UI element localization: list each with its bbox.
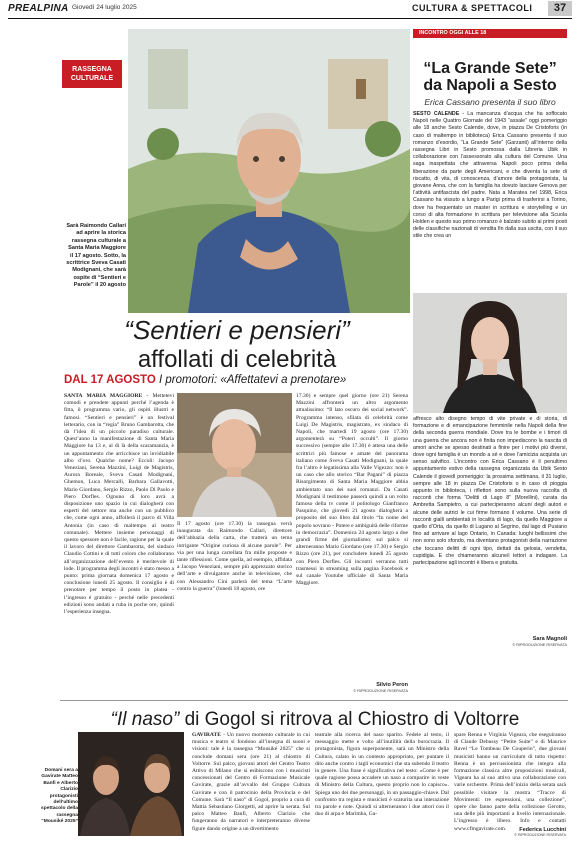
- bottom-column-2: teatrale alla ricerca del naso sparito. Fedele al testo, il messaggio mette e volto all’inutilità della burocrazia. Il protagonista, figura superponente, sarà un Ministro della Cultura, calato in un contesto appropriato, per puntare il dito anche contro i tagli economici che sta subendo il teatro in genere. Una frase è significativa nel testo: «Come è per quale ragione possa accadere un naso a comparire in veste di Ministro della Cultura, questo proprio non lo capisco». Spiega uno dei due personaggi, in un passaggio-chiave. Dal confronto tra regista e musicisti è scaturita una interazione tra parole e note. Quindi si alterneranno i due attori con il duo di arpa e Marimba, Ga-: [315, 732, 449, 818]
- main-headline-line2: affollati di celebrità: [137, 346, 337, 373]
- bottom-column-1-text: - Un nuovo momento culturale in cui musica e teatro si fondono all’insegna di suoni e visioni: tale è la rassegna “Mousiké 2025” che si conclude domani sera (ore 21) al chiostro di Voltorre. Sul palco, giovani attori del Centro Teatro Attivo di Milano che si esibiscono con i musicisti concessionati del Centro di Formazione Musicale Gavirate, grazie all’avvallo del Gruppo Cultura Gavirate e con il patrocinio della Provincia e del Comune. Sarà “Il naso” di Gogol, proprio a cura di Mattia Sebastiano Giorgetti, ad aprire la serata. Sul palco Matteo Banfi, Alberto Clarizio che fungeranno da narratori e interpreteranno diverse figure dando origine a un divertimento: [192, 732, 310, 832]
- bottom-headline-text: di Gogol si ritrova al Chiostro di Voltorre: [179, 709, 520, 730]
- main-column-1: [64, 393, 174, 693]
- story-separator: [60, 700, 568, 701]
- author-photo: [413, 293, 567, 413]
- side-copyright: © RIPRODUZIONE RISERVATA: [512, 643, 567, 647]
- bottom-photo-caption: Domani sera a Gavirate Matteo Banfi e Alberto Clarizio protagonisti dell’ultimo spettacolo della rassegna “Mousiké 2025”: [41, 768, 78, 825]
- main-column-3: 17.30) e sempre quel giorno (ore 21) Serena Mazzini affronterà un altro argomento attualissimo: “Il lato oscuro dei social network”. Programma intenso, sfilata di celebrità come Luigi De Magistris, magistrato, ex sindaco di Napoli, che martedì 19 agosto (ore 17.30) argomenterà su “Poteri occulti”. Il giorno successivo (sempre alle 17.30) è attesa una delle scrittrici più famose e amate del panorama italiano come Sveva Casati Modignani, la quale fra l’altro è legatissima alla Valle Vigezzo: non è un caso che allo storico “Bar Pagani” di piazza Risorgimento di Santa Maria Maggiore abbia ambientato uno dei suoi romanzi. Da Casati Modignani il testimone passerà quindi a un volto famoso della tv come il politologo Gianfranco Pasquino, che giovedì 21 agosto dialogherà a proposito del suo libro dal titolo “In nome del popolo sovrano - Potere e ambiguità delle riforme in democrazia”. Domenica 24 agosto largo a due grandi firme del giornalismo: sul palco si alterneranno Mario Giordano (ore 17.30) e Sergio Rizzo (ore 21), per concludere lunedì 25 agosto con Piero Dorfles. Gli incontri verranno tutti trasmessi in streaming sulla pagina Facebook e sul canale Youtube ufficiale di Santa Maria Maggiore.: [296, 393, 408, 587]
- bottom-dateline: GAVIRATE: [192, 732, 222, 738]
- subheadline-text: I promotori: «Affettatevi a prenotare»: [159, 374, 347, 386]
- bottom-column-1: [192, 732, 310, 836]
- main-copyright: © RIPRODUZIONE RISERVATA: [353, 689, 408, 693]
- main-photo: [128, 29, 410, 313]
- page-header: [8, 0, 572, 17]
- bottom-photo: [78, 732, 184, 836]
- header-rule: [8, 18, 572, 19]
- main-column-1-text: - Mettetevi comodi e prendete appunti perché l’agenda è fitta, il programma vario, gli ospiti illustri e famosi. “Sentieri e pensieri” è un festival letterario, con in “regia” Bruno Gambarotta, che dà l’idea di un piccolo paradiso culturale. Quest’anno la manifestazione di Santa Maria Maggiore ha 13 e, al di là della scaramanzia, è un appuntamento che arricchisce un invidiabile albo d’oro. Qualche nome? Eccoli: Jacopo Veneziani, Serena Mazzini, Luigi de Magistris, Aurora Boreale, Sveva Casati Modignani, Ghemon, Luca Mercalli, Barbara Gallavotti, Mario Giordano, Sergio Rizzo, Paolo Di Paolo e Piero Dorfles. Ognuno di loro avrà a disposizione uno spazio in cui dialogherà con esperti del settore ma anche con un pubblico che, come ogni anno, affollerà il parco di Villa Antonia (in caso di maltempo al teatro comunale). Mettere insieme personaggi di questo spessore non è facile, ragione per la quale il lavoro del direttore Gambarotta, del sindaco Claudio Cottini e di tutti coloro che collaborano all’organizzazione dell’evento è meritevole di lode. Il programma degli incontri è stato messo a punto: prima giornata domenica 17 agosto e conclusione lunedì 25 agosto. Il consiglio è di prenotare per tempo il posto in platea - l’ingresso è gratuito - perché nelle precedenti edizioni sono andati a ruba in poche ore, quindi l’esperienza insegna.: [64, 393, 174, 616]
- inset-photo: [177, 393, 292, 517]
- main-headline-line1: “Sentieri e pensieri”: [124, 315, 350, 345]
- page-number: 37: [548, 1, 572, 16]
- main-dateline: SANTA MARIA MAGGIORE: [64, 393, 143, 399]
- side-paragraph-1: - La mancanza d’acqua che ha soffocato Napoli nelle Quattro Giornate del 1943 “assale” oggi pomeriggio alle 18 anche Sesto Calende, dove, in piazza De Cristoforis (in caso di maltempo in biblioteca) Erica Cassano presenta il suo romanzo d’esordio, “La Grande Sete” (Garzanti) all’interno della rassegna Libri in Sesto promossa dalla Libreria Ubik in collaborazione con l’assessorato alla cultura del Comune. Una saga inaspettata che attraversa Napoli poco prima della liberazione da parte degli Americani, e che diventa la sete di riscatto, di vita, di conoscenza, d’amore della protagonista, la giovane Anna, che con la famiglia ha dovuto lasciare Genova per l’attività antifascista del padre. Nata a Maratea nel 1998, Erica Cassano ha vissuto a lungo a Parigi prima di trasferirsi a Torino, dove ha frequentato un master in scrittura e storytelling e un corso di alta formazione in scrittura per televisione alla Scuola Holden e questo suo primo romanzo è balzato subito ai primi posti delle classifiche nazionali di vendita fin dalla sua uscita, con il suo stile che crea un: [413, 111, 567, 240]
- main-subheadline: [64, 374, 412, 386]
- side-text-part2: affresco alto disegno tempo di vite private e di storia, di formazione e di emancipazione femminile nella Napoli della fine della seconda guerra mondiale. Dove tra le bombe e i timori di una guerra che ancora non è finita non impediscono la nascita di amori anche se spesso destinati a finire per i motivi più diversi, dove ogni famiglia è un mondo a sé e dove l’amicizia acquista un senso salvifico. L’incontro con Erica Cassano è il penultimo appuntamento estivo della rassegna organizzata da Ubik Sesto Calende il giovedì pomeriggio: la prossima settimana, il 31 luglio, sempre alle 18 in piazza De Cristoforis o in caso di pioggia appunto in biblioteca, i riflettori sono sulla nuova raccolta di racconti che forma “Delitti di Lago 8” (Morellini), curata da Ambretta Sampietro, a cui parteciperanno alcuni degli autori e alcune delle autrici le cui firme formano il volume. Una serie di racconti gialli ambientati in località di lago, da quello Maggiore a quello d’Orta, da quello di Lugano al Segrino, dal lago di Pusiano fino ad arrivare al lago Ontario, in Canada: luoghi bellissimi che non sono solo sfondo, ma diventano protagonisti della narrazione che toccano delitti di ogni tipo, dettati da gelosia, vendetta, cupidigia. E che chiameranno alcune/i lettori a indagare. La partecipazione agli incontri è libera e gratuita.: [413, 416, 567, 567]
- side-subtitle: Erica Cassano presenta il suo libro: [424, 97, 556, 107]
- side-kicker: INCONTRO OGGI ALLE 18: [413, 29, 567, 38]
- issue-date: Giovedì 24 luglio 2025: [72, 4, 137, 11]
- side-headline: “La Grande Sete” da Napoli a Sesto: [423, 60, 557, 94]
- bottom-copyright: © RIPRODUZIONE RISERVATA: [514, 833, 566, 837]
- side-author: Sara Magnoli: [532, 636, 567, 642]
- bottom-headline-italic: “Il naso”: [110, 709, 180, 730]
- bottom-headline: [62, 708, 568, 732]
- main-column-2: Il 17 agosto (ore 17.30) la rassegna verrà inaugurata da Raimondo Callari, direttore dell’abbazia della carta, che tratterà un tema intrigante “Origine curiosa di alcune parole”. Per via per una lunga carrellata fra mille proposte e tante riflessioni. Come quella, ad esempio, affidata a Jacopo Veneziani, sempre più apprezzato storico dell’arte e divulgatore anche in televisione, che con Alessandro Cini parlerà del tema “L’arte contro la guerra” (lunedì 18 agosto, ore: [177, 521, 292, 592]
- subheadline-date: DAL 17 AGOSTO: [64, 374, 156, 386]
- side-text-part1: [413, 111, 567, 291]
- side-dateline: SESTO CALENDE: [413, 111, 460, 117]
- main-author: Silvio Peron: [376, 682, 408, 688]
- category-label: RASSEGNA CULTURALE: [62, 60, 122, 88]
- main-headline: [62, 316, 412, 374]
- bottom-author: Federica Lucchini: [519, 827, 566, 833]
- bottom-column-3: spare Renna e Virginia Vigeara, che eseguiranno di Claude Debussy “Petite Suite” e di Maurice Ravel “Le Tombeau De Couperin”, due giovani musicisti hanno un curriculum di tutto rispetto: Renna è un percussionista che integra alla formazione classica altre proposizioni musicali, Vigeara ha al suo attivo una collaborazione con varie orchestre. Prima dell’inizio della serata sarà possibile visitare la mostra “Tracce di Movimenti: tre espressioni, una collezione”, opere che fanno parte della collezione Gerotto, una delle più importanti a livello internazionale. L’ingresso è libero. Info e contatti www.cfmgavirate.com.: [454, 732, 566, 832]
- newspaper-logo: PREALPINA: [8, 3, 69, 14]
- section-name: CULTURA & SPETTACOLI: [412, 3, 533, 13]
- main-photo-caption: Sarà Raimondo Callari ad aprire la storica rassegna culturale a Santa Maria Maggiore il 17 agosto. Sotto, la scrittrice Sveva Casati Modignani, che sarà ospite di “Sentieri e Parole” il 20 agosto: [66, 223, 126, 289]
